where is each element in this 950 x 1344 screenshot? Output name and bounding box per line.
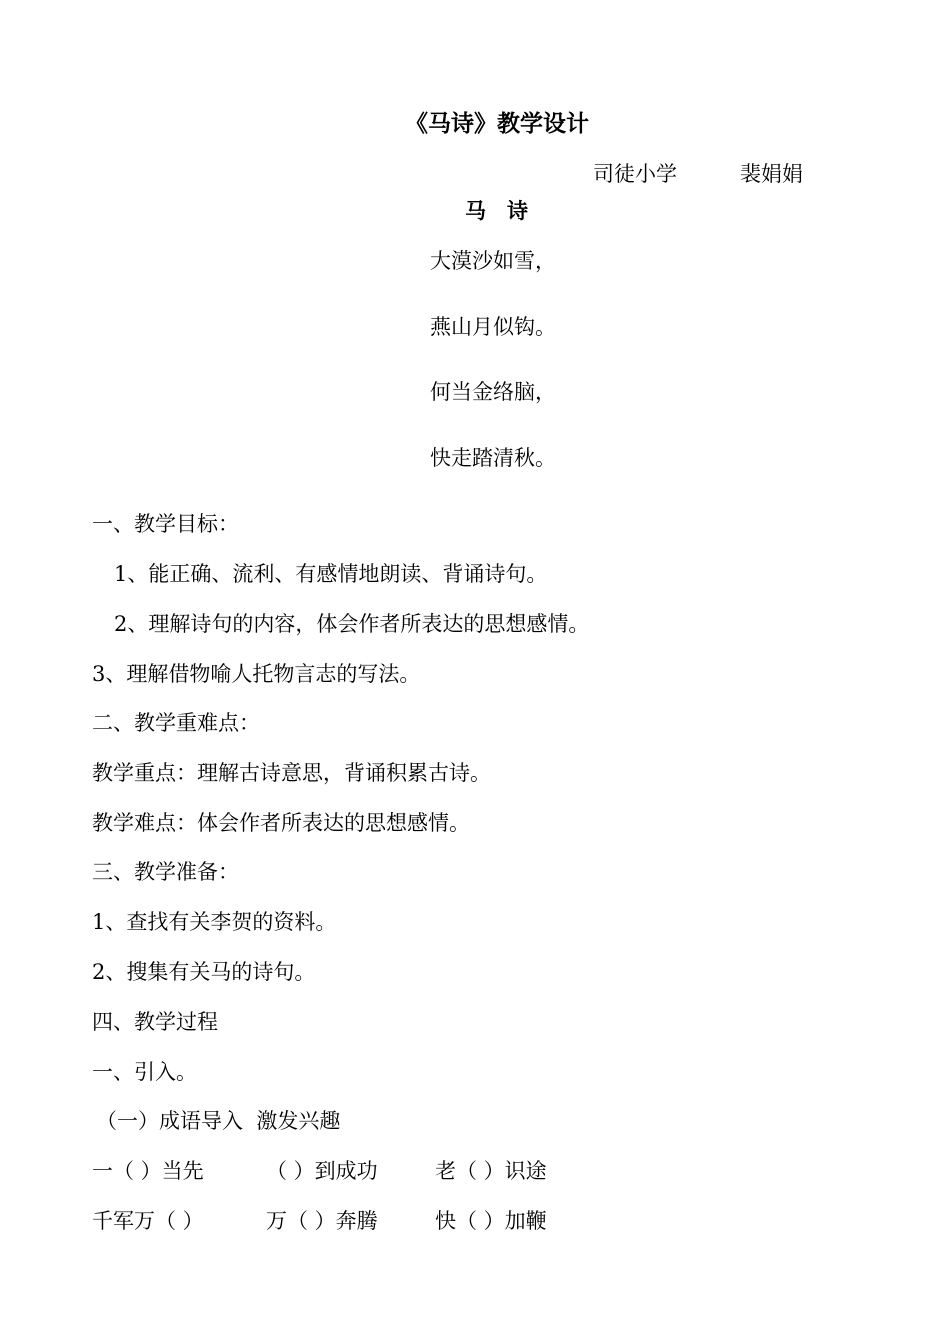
preparation-item: 1、查找有关李贺的资料。 <box>92 910 337 934</box>
idiom-blank: 老（ ）识途 <box>435 1159 547 1183</box>
idiom-blank: 千军万（ ） <box>92 1209 204 1233</box>
poem-line: 何当金络脑， <box>430 380 556 404</box>
document-title: 《马诗》教学设计 <box>405 111 589 137</box>
poem-line: 燕山月似钩。 <box>430 315 556 339</box>
section-heading-objectives: 一、教学目标： <box>92 512 239 536</box>
poem-line: 大漠沙如雪， <box>430 249 556 273</box>
section-heading-preparation: 三、教学准备： <box>92 860 239 884</box>
objective-item: 1、能正确、流利、有感情地朗读、背诵诗句。 <box>114 562 548 586</box>
process-substep: （一）成语导入 激发兴趣 <box>96 1109 341 1133</box>
process-step: 一、引入。 <box>92 1060 197 1084</box>
idiom-blank: 一（ ）当先 <box>92 1159 204 1183</box>
section-heading-process: 四、教学过程 <box>92 1010 218 1034</box>
objective-item: 2、理解诗句的内容，体会作者所表达的思想感情。 <box>114 612 590 636</box>
preparation-item: 2、搜集有关马的诗句。 <box>92 960 316 984</box>
difficult-point: 教学难点：体会作者所表达的思想感情。 <box>92 811 470 835</box>
key-point: 教学重点：理解古诗意思，背诵积累古诗。 <box>92 761 491 785</box>
idiom-blank: 万（ ）奔腾 <box>266 1209 378 1233</box>
section-heading-key-points: 二、教学重难点： <box>92 711 260 735</box>
author-line: 司徒小学 裴娟娟 <box>593 162 803 186</box>
idiom-blank: （ ）到成功 <box>266 1159 378 1183</box>
poem-title: 马 诗 <box>465 199 528 223</box>
poem-line: 快走踏清秋。 <box>430 446 556 470</box>
idiom-blank: 快（ ）加鞭 <box>435 1209 547 1233</box>
objective-item: 3、理解借物喻人托物言志的写法。 <box>92 662 421 686</box>
